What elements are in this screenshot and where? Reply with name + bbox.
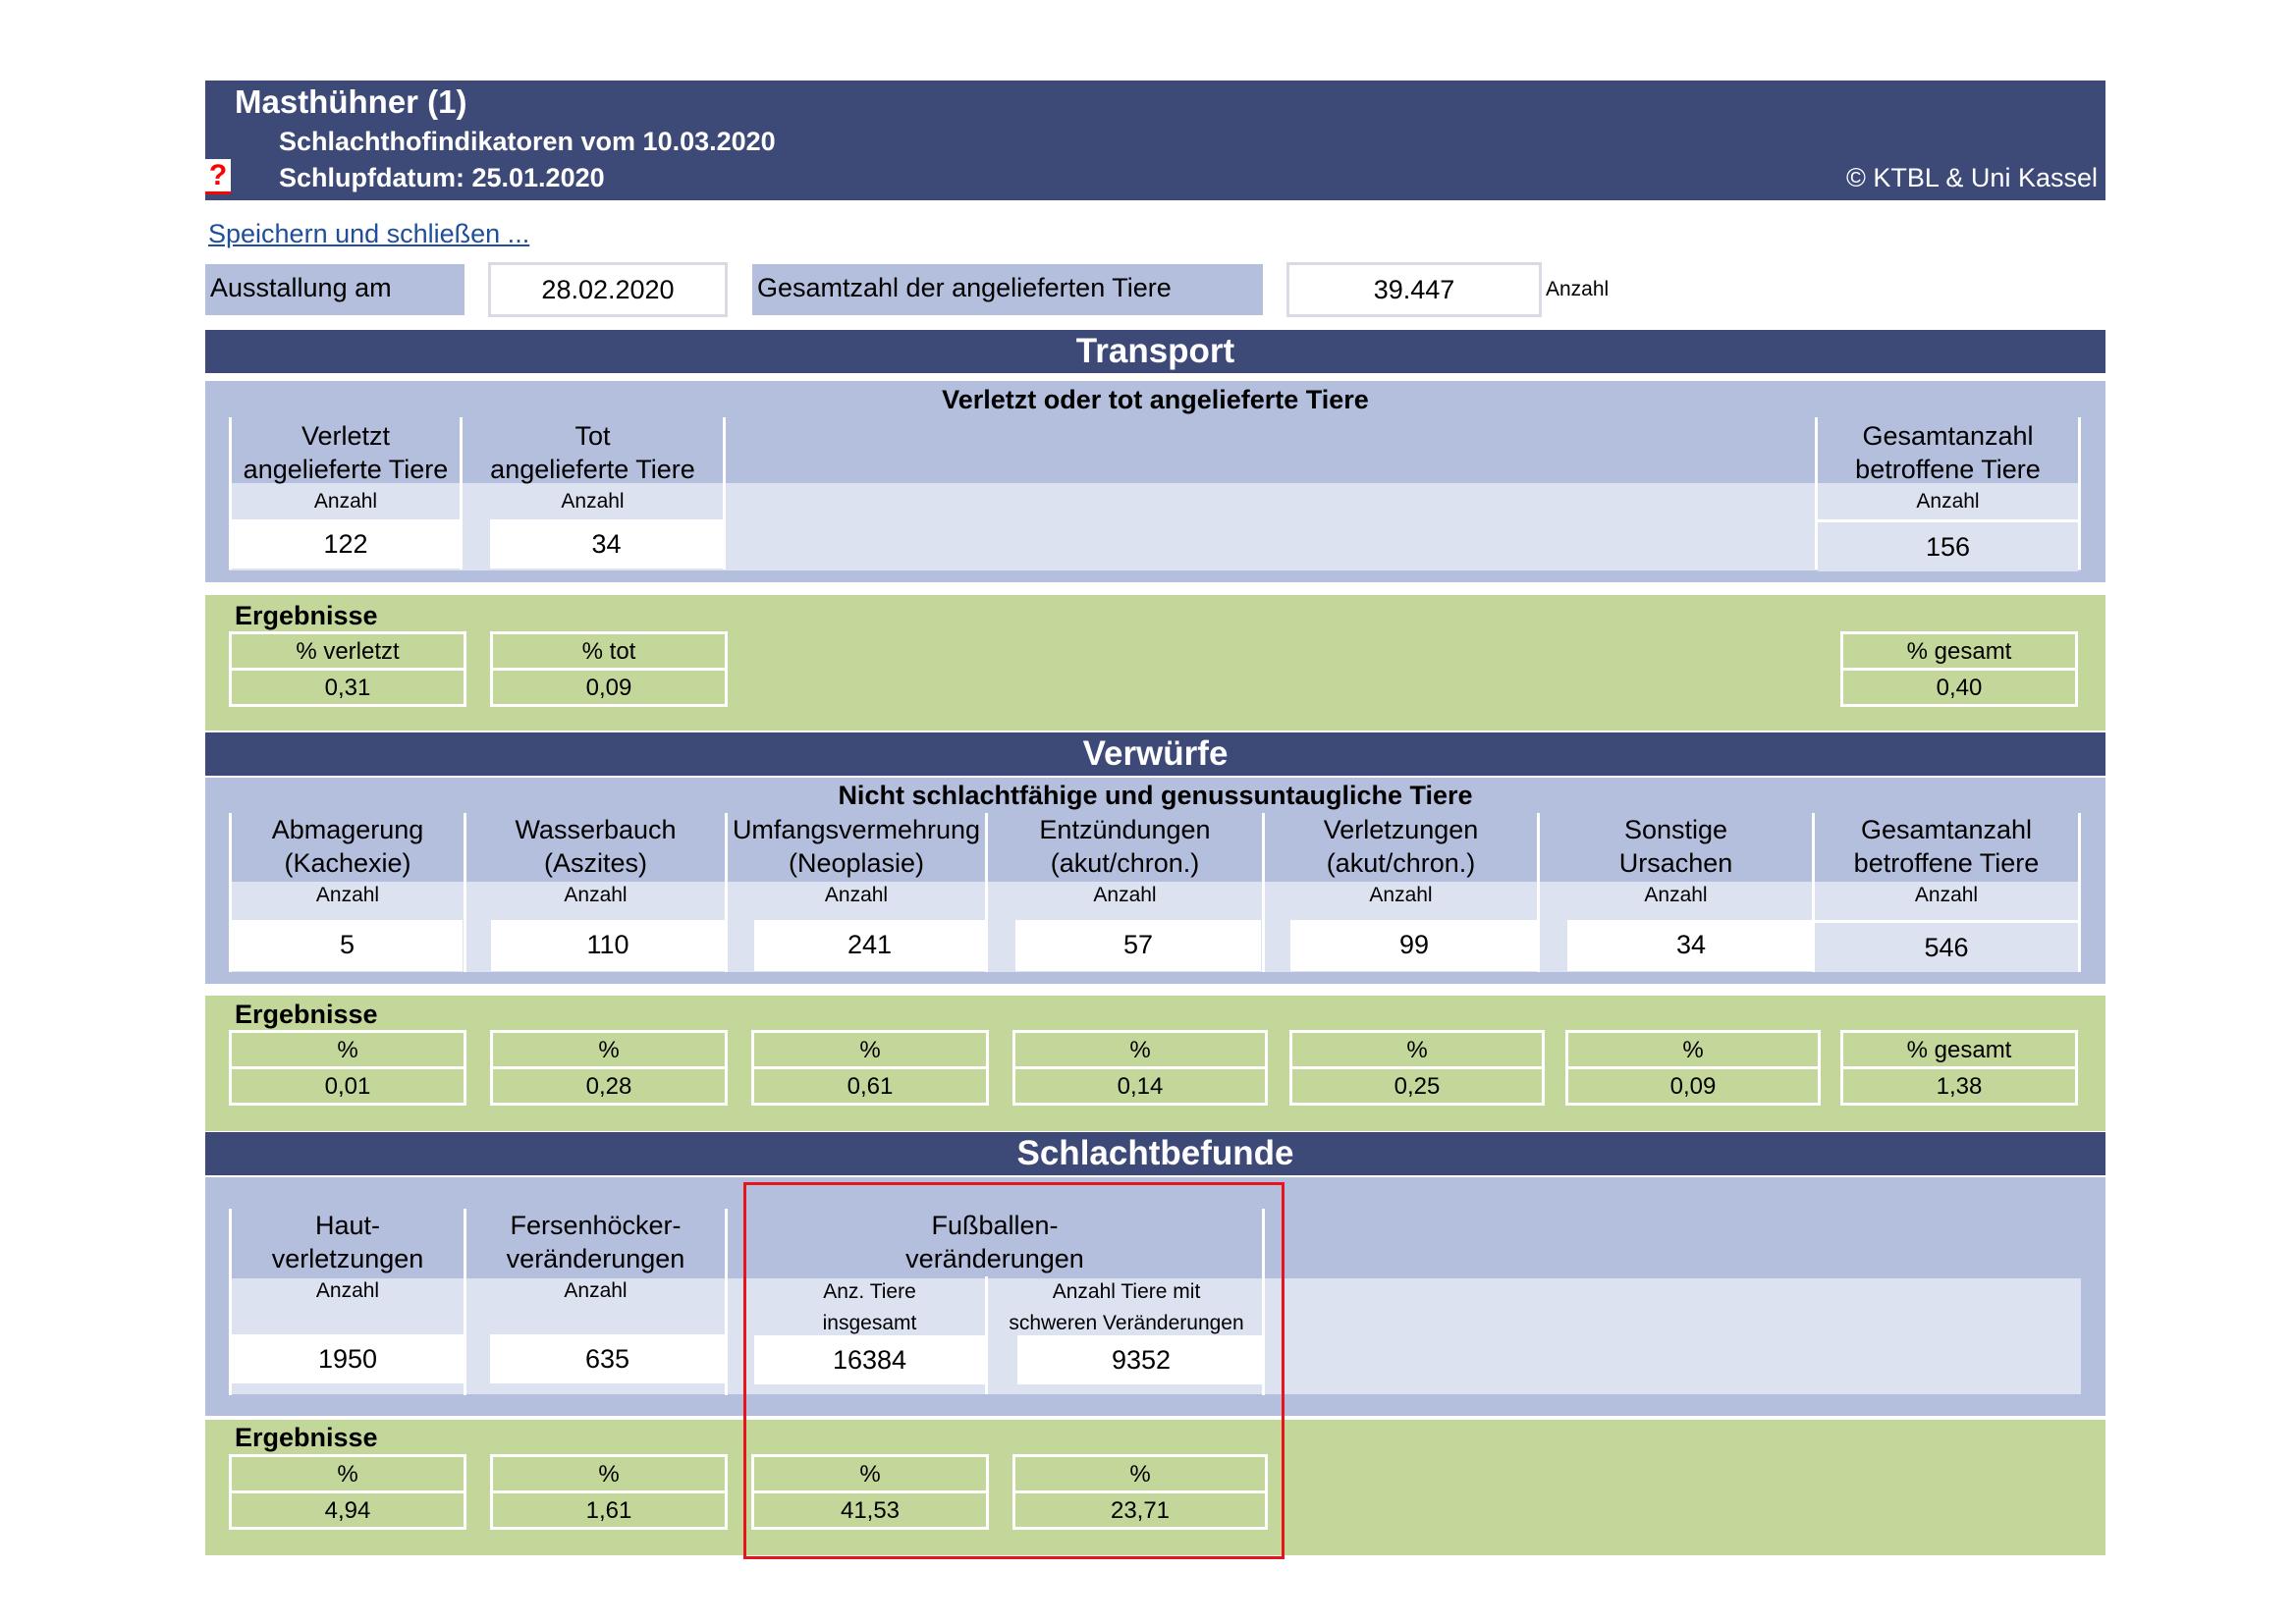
result-value: 1,61: [490, 1490, 728, 1530]
column-unit: Anzahl: [1914, 884, 1979, 906]
section-title-schlachtbefunde: Schlachtbefunde: [205, 1132, 2105, 1175]
column-header-line2: (Neoplasie): [788, 848, 925, 878]
result-header: %: [1012, 1030, 1268, 1069]
result-value: 0,25: [1289, 1066, 1545, 1106]
verwuerfe-count-input[interactable]: 5: [232, 920, 463, 971]
column-header-line2: betroffene Tiere: [1855, 455, 2041, 484]
transport-col-tot: [463, 417, 726, 569]
app-header: [205, 81, 2105, 200]
page-title: Masthühner (1): [235, 83, 467, 120]
result-header: % tot: [490, 631, 728, 671]
section-title-verwuerfe: Verwürfe: [205, 732, 2105, 776]
column-unit: Anzahl: [824, 884, 889, 906]
result-header: % verletzt: [229, 631, 466, 671]
result-header: %: [1012, 1454, 1268, 1493]
column-header-line2: (akut/chron.): [1050, 848, 1200, 878]
column-header-line2: verletzungen: [271, 1244, 424, 1273]
result-value: 1,38: [1840, 1066, 2078, 1106]
fussballen-schwer-input[interactable]: 9352: [1017, 1335, 1265, 1384]
page-subtitle-indicators: Schlachthofindikatoren vom 10.03.2020: [279, 127, 776, 156]
column-unit: Anzahl: [315, 1279, 380, 1302]
column-header-line2: betroffene Tiere: [1853, 848, 2040, 878]
result-value: 0,61: [751, 1066, 989, 1106]
copyright-text: © KTBL & Uni Kassel: [1846, 163, 2098, 192]
sub-header-line2: insgesamt: [822, 1312, 917, 1334]
column-header-line1: Gesamtanzahl: [1862, 421, 2034, 451]
column-header-line2: veränderungen: [506, 1244, 685, 1273]
ausstallung-label: Ausstallung am: [205, 264, 465, 315]
result-header: %: [751, 1030, 989, 1069]
column-header-line1: Verletzungen: [1323, 815, 1479, 844]
schlacht-col-fersen: [466, 1209, 728, 1395]
schlacht-col-haut: [229, 1209, 466, 1395]
transport-results-label: Ergebnisse: [235, 601, 378, 630]
fersenhoecker-input[interactable]: 635: [490, 1334, 725, 1383]
result-header: %: [751, 1454, 989, 1493]
column-header-line2: Ursachen: [1618, 848, 1733, 878]
result-header: %: [490, 1030, 728, 1069]
column-header-line1: Wasserbauch: [515, 815, 677, 844]
transport-total-value: 156: [1818, 519, 2078, 571]
column-unit: Anzahl: [564, 884, 628, 906]
verwuerfe-count-input[interactable]: 99: [1290, 920, 1538, 971]
column-header-line1: Abmagerung: [271, 815, 424, 844]
column-header-line1: Tot: [574, 421, 611, 451]
column-unit: Anzahl: [564, 1279, 628, 1302]
column-header-line2: angelieferte Tiere: [490, 455, 695, 484]
column-unit: Anzahl: [1093, 884, 1157, 906]
result-value: 0,09: [1565, 1066, 1821, 1106]
verwuerfe-total-value: 546: [1815, 920, 2078, 971]
column-header-line1: Fersenhöcker-: [510, 1211, 682, 1240]
highlight-frame: [743, 1182, 1285, 1559]
result-header: %: [1289, 1030, 1545, 1069]
column-unit: Anzahl: [315, 884, 380, 906]
column-header-line2: (Kachexie): [284, 848, 411, 878]
tot-count-input[interactable]: 34: [490, 519, 723, 568]
ausstallung-date-input[interactable]: 28.02.2020: [488, 262, 728, 317]
verletzt-count-input[interactable]: 122: [232, 519, 460, 568]
column-unit: Anzahl: [313, 490, 378, 513]
column-unit: Anzahl: [1916, 490, 1980, 513]
fussballen-insgesamt-input[interactable]: 16384: [754, 1335, 985, 1384]
sub-header-line1: Anzahl Tiere mit: [1052, 1280, 1201, 1303]
column-header-line2: veränderungen: [905, 1244, 1084, 1273]
result-header: %: [229, 1030, 466, 1069]
help-button[interactable]: ?: [205, 159, 231, 194]
result-value: 0,28: [490, 1066, 728, 1106]
column-header-line2: angelieferte Tiere: [243, 455, 449, 484]
result-header: % gesamt: [1840, 1030, 2078, 1069]
result-value: 0,40: [1840, 668, 2078, 707]
verwuerfe-count-input[interactable]: 110: [491, 920, 725, 971]
verwuerfe-subtitle: Nicht schlachtfähige und genussuntaugliche Tiere: [838, 781, 1473, 810]
column-header-line1: Entzündungen: [1039, 815, 1211, 844]
page-subtitle-hatch-date: Schlupfdatum: 25.01.2020: [279, 163, 605, 192]
column-unit: Anzahl: [561, 490, 625, 513]
hautverletzungen-input[interactable]: 1950: [232, 1334, 464, 1383]
schlachtbefunde-results-label: Ergebnisse: [235, 1423, 378, 1452]
column-unit: Anzahl: [1644, 884, 1708, 906]
result-header: %: [1565, 1030, 1821, 1069]
column-header-line2: (akut/chron.): [1326, 848, 1476, 878]
section-title-transport: Transport: [205, 330, 2105, 373]
result-header: %: [490, 1454, 728, 1493]
column-header-line2: (Aszites): [543, 848, 647, 878]
result-value: 4,94: [229, 1490, 466, 1530]
result-value: 0,01: [229, 1066, 466, 1106]
sub-header-line2: schweren Veränderungen: [1009, 1312, 1244, 1334]
result-value: 23,71: [1012, 1490, 1268, 1530]
result-value: 41,53: [751, 1490, 989, 1530]
column-unit: Anzahl: [1369, 884, 1433, 906]
result-value: 0,31: [229, 668, 466, 707]
result-value: 0,14: [1012, 1066, 1268, 1106]
verwuerfe-count-input[interactable]: 57: [1015, 920, 1261, 971]
gesamtzahl-input[interactable]: 39.447: [1286, 262, 1542, 317]
transport-col-verletzt: [229, 417, 463, 569]
column-header-line1: Fußballen-: [931, 1211, 1059, 1240]
verwuerfe-count-input[interactable]: 34: [1567, 920, 1815, 971]
column-header-line1: Haut-: [314, 1211, 381, 1240]
save-and-close-link[interactable]: Speichern und schließen ...: [208, 219, 530, 248]
result-header: % gesamt: [1840, 631, 2078, 671]
gesamtzahl-label: Gesamtzahl der angelieferten Tiere: [752, 264, 1263, 315]
result-header: %: [229, 1454, 466, 1493]
column-header-line1: Sonstige: [1623, 815, 1728, 844]
result-value: 0,09: [490, 668, 728, 707]
column-header-line1: Gesamtanzahl: [1860, 815, 2033, 844]
gesamtzahl-unit: Anzahl: [1546, 278, 1610, 300]
column-header-line1: Umfangsvermehrung: [732, 815, 981, 844]
verwuerfe-count-input[interactable]: 241: [754, 920, 985, 971]
column-header-line1: Verletzt: [301, 421, 391, 451]
verwuerfe-results-label: Ergebnisse: [235, 1000, 378, 1029]
sub-header-line1: Anz. Tiere: [823, 1280, 916, 1303]
transport-subtitle: Verletzt oder tot angelieferte Tiere: [942, 385, 1369, 414]
transport-col-gesamt: [1815, 417, 2081, 569]
